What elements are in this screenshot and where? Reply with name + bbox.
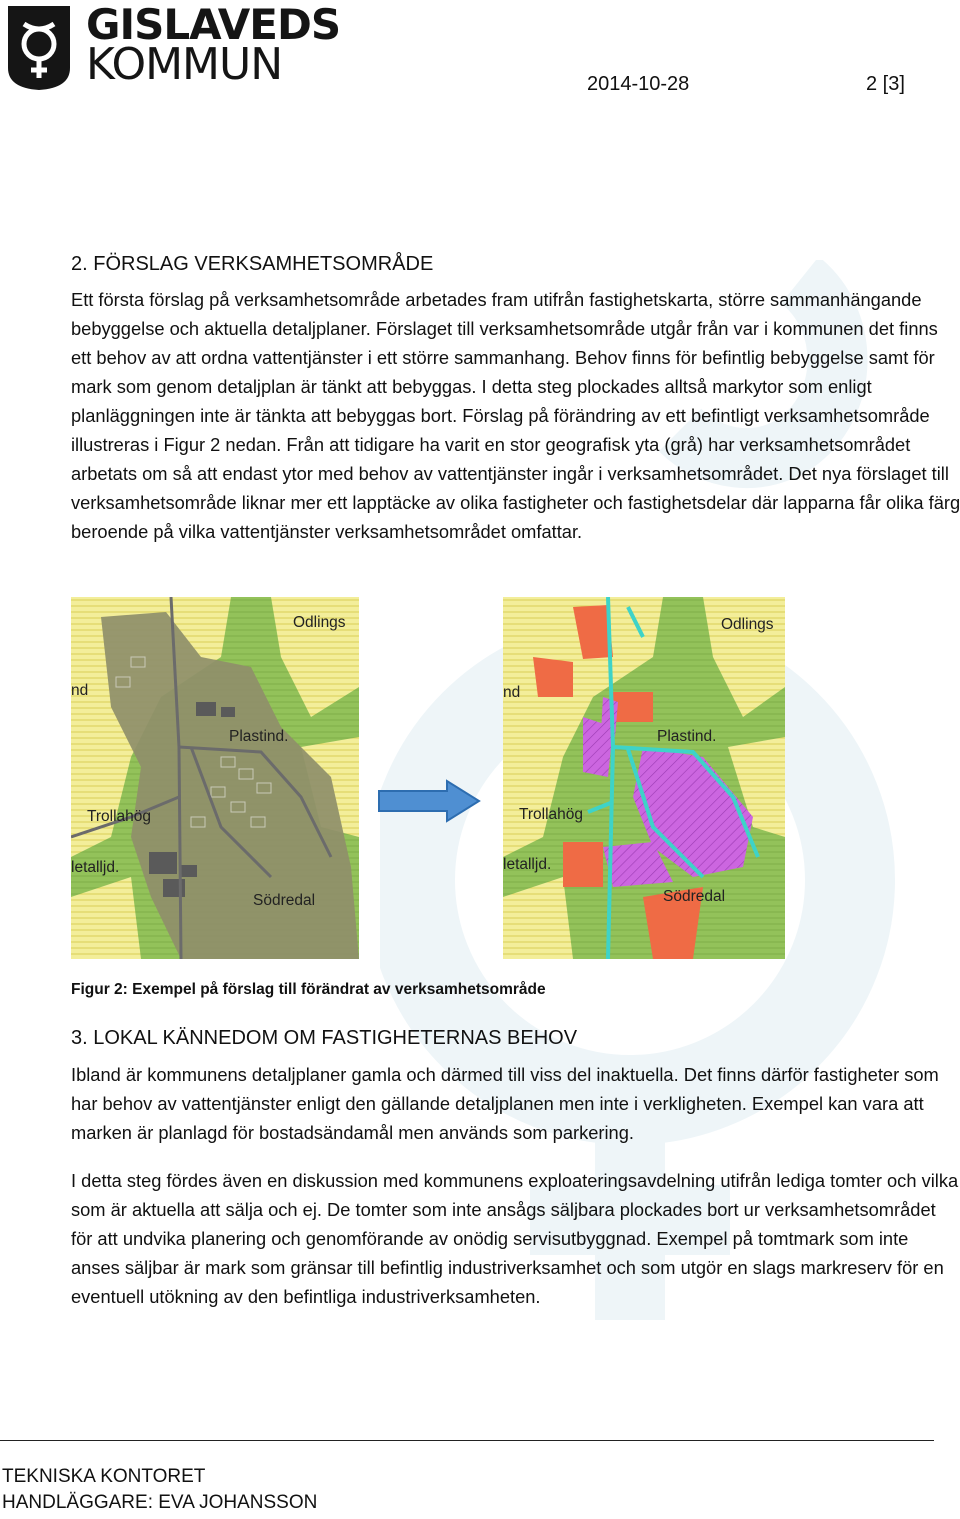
section-3-paragraph-2: I detta steg fördes även en diskussion med kommunens exploateringsavdelning utifrån lediga tomter och vilka som är aktuella att sälja och ej. De tomter som inte ansågs säljbara plockades bort ur verksamhetsområdet för att undvika planering och genomförande av onödig servisutbyggnad. Exempel på tomtmark som inte anses säljbar är mark som gränsar till befintlig industriverksamhet och som utgör en slags markreserv för en eventuell utökning av den befintliga industriverksamheten. [71,1170,959,1307]
header-page-number: 2 [3] [866,73,905,95]
map-after-label-plastind: Plastind. [657,728,717,745]
map-after-label-detalj: letalljd. [503,856,552,873]
logo-text-gislaveds: GISLAVEDS [86,0,341,49]
figure-caption: Figur 2: Exempel på förslag till förändrat av verksamhetsområde [71,981,546,998]
map-before-label-plastind: Plastind. [229,728,289,745]
map-before-label-nd: nd [71,682,89,699]
map-before-label-odlings: Odlings [293,614,346,631]
map-before [71,597,359,959]
footer-department: TEKNISKA KONTORET [2,1466,206,1487]
map-after-label-trollahog: Trollahög [519,806,584,823]
section-3-paragraph-1: Ibland är kommunens detaljplaner gamla och därmed till viss del inaktuella. Det finns därför fastigheter som har behov av vattentjänster enligt den gällande detaljplanen men inte i verkligheten. Exempel kan vara att marken är planlagd för bostadsändamål men används som parkering. [71,1064,939,1143]
section-2-paragraph: Ett första förslag på verksamhetsområde arbetades fram utifrån fastighetskarta, större sammanhängande bebyggelse och aktuella detaljplaner. Förslaget till verksamhetsområde utgår från var i kommunen det finns ett behov av att ordna vattentjänster i ett större sammanhang. Behov finns för befintlig bebyggelse samt för mark som genom detaljplan är tänkt att bebyggas. I detta steg plockades alltså markytor som enligt planläggningen inte är tänkta att bebyggas bort. Förslag på förändring av ett befintligt verksamhetsområde illustreras i Figur 2 nedan. Från att tidigare ha varit en stor geografisk yta (grå) har verksamhetsområdet arbetats om så att endast ytor med behov av vattentjänster ingår i verksamhetsområdet. Det nya förslaget till verksamhetsområde liknar mer ett lapptäcke av olika fastigheter och fastighetsdelar där lapparna får olika färg beroende på vilka vattentjänster verksamhetsområdet omfattar. [71,289,960,542]
section-2-heading: 2. FÖRSLAG VERKSAMHETSOMRÅDE [71,253,434,275]
logo-text-kommun: KOMMUN [86,39,283,90]
map-before-label-sodredal: Södredal [253,892,316,909]
map-after [503,597,785,959]
arrow-right-icon [377,779,481,823]
logo-emblem-icon [2,2,76,92]
footer-handler: HANDLÄGGARE: EVA JOHANSSON [2,1492,318,1513]
map-after-label-sodredal: Södredal [663,888,726,905]
municipality-logo [0,0,340,100]
map-before-label-trollahog: Trollahög [87,808,152,825]
map-after-label-nd: nd [503,684,521,701]
map-after-label-odlings: Odlings [721,616,774,633]
footer-divider [0,1440,934,1441]
section-3-heading: 3. LOKAL KÄNNEDOM OM FASTIGHETERNAS BEHOV [71,1027,578,1049]
map-before-label-detalj: letalljd. [71,859,120,876]
header-date: 2014-10-28 [587,73,690,95]
figure-2 [71,597,791,962]
